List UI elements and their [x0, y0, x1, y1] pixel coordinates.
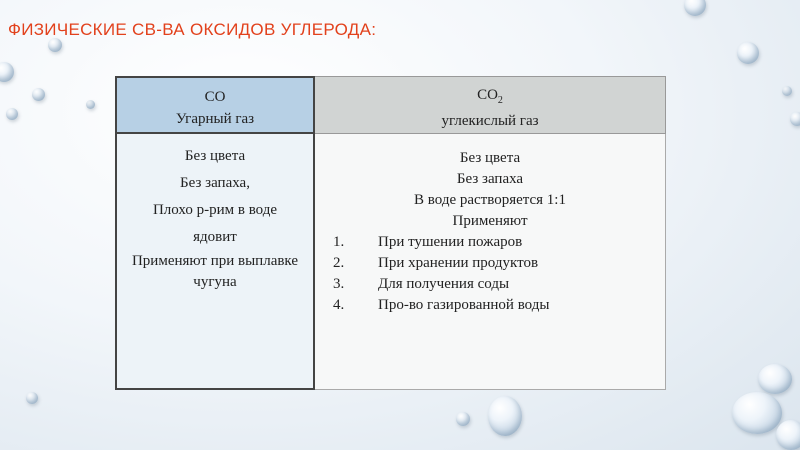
water-drop-decoration: [790, 112, 800, 126]
co2-formula: $CO_2$: [477, 87, 503, 106]
co-properties: [115, 134, 315, 390]
co-property: Без цвета: [184, 148, 246, 164]
water-drop-decoration: [488, 396, 522, 436]
water-drop-decoration: [48, 38, 62, 52]
water-drop-decoration: [684, 0, 706, 16]
header-co: [115, 76, 315, 134]
co2-property: Без цвета: [459, 150, 521, 166]
co-property: ядовит: [193, 229, 237, 245]
co-property: Без запаха,: [180, 175, 250, 191]
co2-property: Без запаха: [456, 171, 524, 187]
co2-uses-list: [315, 232, 665, 316]
slide-title: ФИЗИЧЕСКИЕ СВ-ВА ОКСИДОВ УГЛЕРОДА:: [8, 20, 377, 39]
water-drop-decoration: [26, 392, 38, 404]
list-item: 4. Про-во газированной воды: [333, 297, 550, 313]
water-drop-decoration: [758, 364, 792, 394]
water-drop-decoration: [732, 392, 782, 434]
water-drop-decoration: [737, 42, 759, 64]
water-drop-decoration: [776, 420, 800, 450]
co-formula: CO: [204, 89, 226, 105]
water-drop-decoration: [6, 108, 18, 120]
co-property: Применяют при выплавке чугуна: [131, 253, 299, 290]
co-property: Плохо р-рим в воде: [152, 202, 278, 218]
co2-property: Применяют: [452, 213, 528, 229]
oxides-table: [115, 76, 666, 390]
list-item: 1. При тушении пожаров: [333, 234, 523, 250]
co2-name: углекислый газ: [441, 113, 539, 129]
water-drop-decoration: [782, 86, 792, 96]
water-drop-decoration: [0, 62, 14, 82]
co-name: Угарный газ: [175, 111, 255, 127]
water-drop-decoration: [32, 88, 45, 101]
water-drop-decoration: [456, 412, 470, 426]
water-drop-decoration: [86, 100, 95, 109]
list-item: 2. При хранении продуктов: [333, 255, 539, 271]
header-co2: [315, 76, 666, 134]
co2-properties: [315, 134, 666, 390]
list-item: 3. Для получения соды: [333, 276, 510, 292]
co2-property: В воде растворяется 1:1: [414, 192, 566, 208]
